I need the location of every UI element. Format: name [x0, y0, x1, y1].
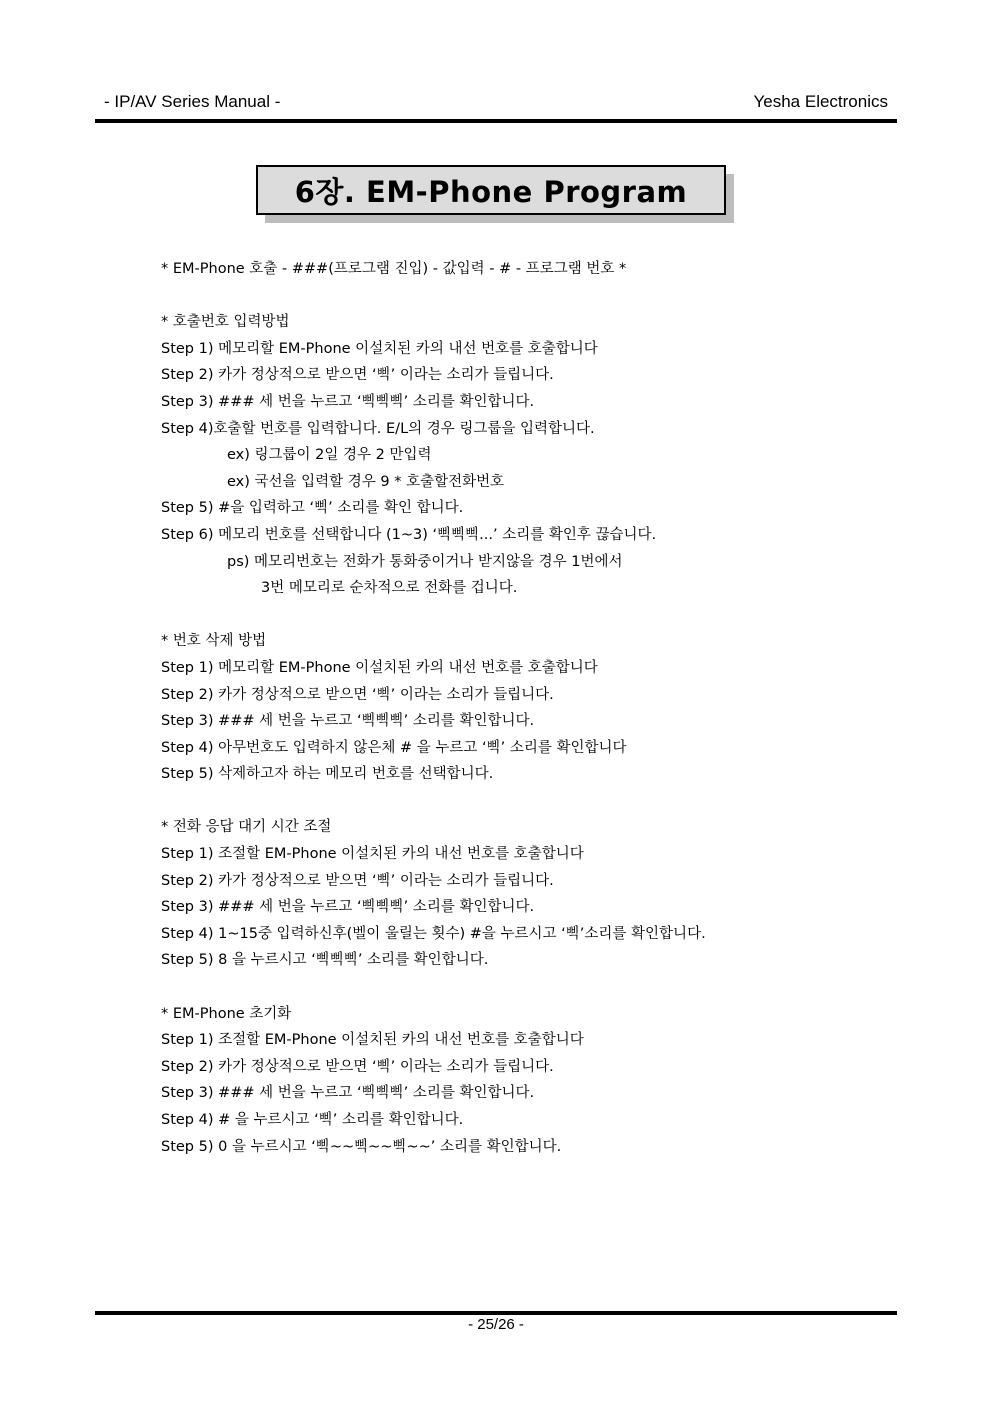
spacer [161, 283, 861, 310]
step-line: Step 5) 삭제하고자 하는 메모리 번호를 선택합니다. [161, 766, 494, 783]
step-line: Step 5) #을 입력하고 ‘삑’ 소리를 확인 합니다. [161, 500, 464, 517]
step-line: Step 5) 8 을 누르시고 ‘삑삑삑’ 소리를 확인합니다. [161, 952, 489, 969]
page-number: - 25/26 - [468, 1316, 524, 1333]
step-line: Step 4) 1~15중 입력하신후(벨이 울릴는 횟수) #을 누르시고 ‘삑’소리를 확인합니다. [161, 925, 706, 942]
step-line: Step 2) 카가 정상적으로 받으면 ‘삑’ 이라는 소리가 들립니다. [161, 1058, 554, 1075]
step-line: Step 1) 메모리할 EM-Phone 이설치된 카의 내선 번호를 호출합니다 [161, 340, 598, 357]
step-line: Step 2) 카가 정상적으로 받으면 ‘삑’ 이라는 소리가 들립니다. [161, 367, 554, 384]
step-line: Step 4)호출할 번호를 입력합니다. E/L의 경우 링그룹을 입력합니다. [161, 420, 595, 437]
spacer [161, 602, 861, 629]
step-line: Step 3) ### 세 번을 누르고 ‘삑삑삑’ 소리를 확인합니다. [161, 713, 535, 730]
step-line: Step 1) 조절할 EM-Phone 이설치된 카의 내선 번호를 호출합니다 [161, 846, 584, 863]
step-line: Step 6) 메모리 번호를 선택합니다 (1~3) ‘삑삑삑...’ 소리를 확인후 끊습니다. [161, 526, 657, 543]
header-document-title: - IP/AV Series Manual - [104, 92, 281, 111]
header-company-name: Yesha Electronics [753, 92, 888, 111]
step-line: Step 3) ### 세 번을 누르고 ‘삑삑삑’ 소리를 확인합니다. [161, 1085, 535, 1102]
note-line: ps) 메모리번호는 전화가 통화중이거나 받지않을 경우 1번에서 [227, 553, 623, 570]
spacer [161, 788, 861, 815]
step-line: Step 2) 카가 정상적으로 받으면 ‘삑’ 이라는 소리가 들립니다. [161, 872, 554, 889]
chapter-title: 6장. EM-Phone Program [256, 165, 726, 215]
section-heading-number-delete: * 번호 삭제 방법 [161, 633, 267, 650]
document-body [161, 256, 861, 1160]
header-divider [95, 119, 897, 123]
step-line: Step 5) 0 을 누르시고 ‘삑~~삑~~삑~~’ 소리를 확인합니다. [161, 1138, 562, 1155]
step-line: Step 1) 메모리할 EM-Phone 이설치된 카의 내선 번호를 호출합니다 [161, 659, 598, 676]
section-heading-answer-wait-time: * 전화 응답 대기 시간 조절 [161, 819, 332, 836]
example-line: ex) 국선을 입력할 경우 9 * 호출할전화번호 [227, 473, 505, 490]
step-line: Step 4) 아무번호도 입력하지 않은체 # 을 누르고 ‘삑’ 소리를 확인합니다 [161, 739, 627, 756]
note-line: 3번 메모리로 순차적으로 전화를 겁니다. [261, 580, 518, 597]
section-heading-call-number-input: * 호출번호 입력방법 [161, 314, 290, 331]
footer-divider [95, 1311, 897, 1315]
step-line: Step 3) ### 세 번을 누르고 ‘삑삑삑’ 소리를 확인합니다. [161, 899, 535, 916]
example-line: ex) 링그룹이 2일 경우 2 만입력 [227, 447, 432, 464]
section-heading-factory-reset: * EM-Phone 초기화 [161, 1005, 292, 1022]
step-line: Step 2) 카가 정상적으로 받으면 ‘삑’ 이라는 소리가 들립니다. [161, 686, 554, 703]
step-line: Step 4) # 을 누르시고 ‘삑’ 소리를 확인합니다. [161, 1112, 464, 1128]
step-line: Step 1) 조절할 EM-Phone 이설치된 카의 내선 번호를 호출합니다 [161, 1032, 584, 1049]
spacer [161, 974, 861, 1001]
procedure-summary: * EM-Phone 호출 - ###(프로그램 진입) - 값입력 - # - 프로그램 번호 * [161, 261, 627, 277]
step-line: Step 3) ### 세 번을 누르고 ‘삑삑삑’ 소리를 확인합니다. [161, 393, 535, 410]
